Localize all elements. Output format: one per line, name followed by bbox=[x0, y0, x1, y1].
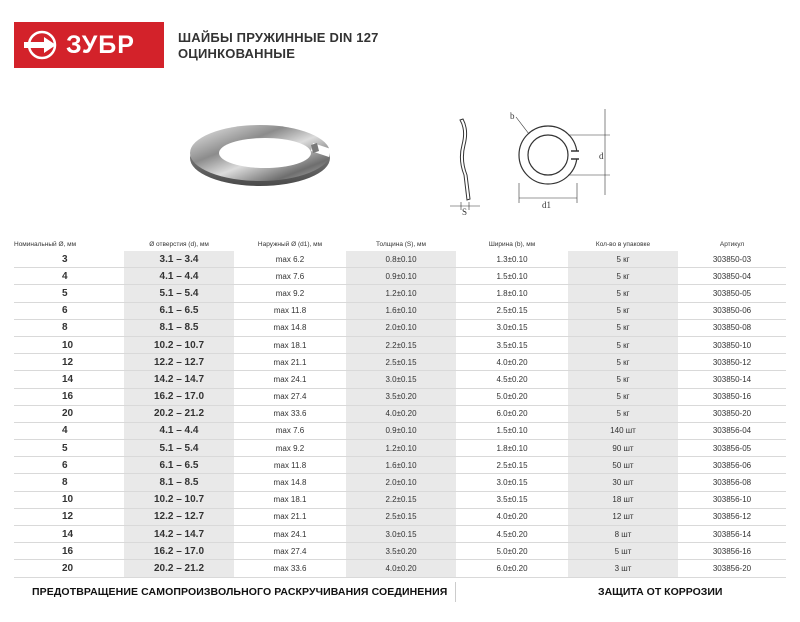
table-cell: 12.2 – 12.7 bbox=[124, 508, 234, 525]
brand-logo bbox=[14, 22, 164, 68]
table-cell: max 11.8 bbox=[234, 302, 346, 319]
table-cell: 4.5±0.20 bbox=[456, 526, 568, 543]
table-cell: 303856-04 bbox=[678, 422, 786, 439]
table-cell: 14.2 – 14.7 bbox=[124, 526, 234, 543]
table-cell: 1.5±0.10 bbox=[456, 422, 568, 439]
table-cell: 10 bbox=[14, 336, 124, 353]
table-cell: 1.6±0.10 bbox=[346, 457, 456, 474]
table-cell: 5.1 – 5.4 bbox=[124, 285, 234, 302]
table-cell: max 7.6 bbox=[234, 268, 346, 285]
table-cell: 2.5±0.15 bbox=[346, 508, 456, 525]
table-cell: 10.2 – 10.7 bbox=[124, 491, 234, 508]
table-cell: 5 кг bbox=[568, 319, 678, 336]
table-header-row bbox=[14, 237, 786, 251]
table-cell: 5 кг bbox=[568, 354, 678, 371]
col-article: Артикул bbox=[719, 240, 745, 248]
table-cell: 6.1 – 6.5 bbox=[124, 302, 234, 319]
table-cell: 5 кг bbox=[568, 371, 678, 388]
table-cell: 1.2±0.10 bbox=[346, 285, 456, 302]
table-cell: 303850-06 bbox=[678, 302, 786, 319]
table-cell: 12.2 – 12.7 bbox=[124, 354, 234, 371]
table-row bbox=[14, 526, 786, 543]
table-cell: 5 кг bbox=[568, 405, 678, 422]
table-cell: max 24.1 bbox=[234, 371, 346, 388]
table-row bbox=[14, 457, 786, 474]
table-cell: 4.1 – 4.4 bbox=[124, 268, 234, 285]
table-cell: 8 шт bbox=[568, 526, 678, 543]
table-cell: max 9.2 bbox=[234, 440, 346, 457]
table-cell: 4.0±0.20 bbox=[456, 508, 568, 525]
table-cell: 5 кг bbox=[568, 268, 678, 285]
table-cell: 303856-16 bbox=[678, 543, 786, 560]
table-row bbox=[14, 336, 786, 353]
table-cell: 2.5±0.15 bbox=[456, 302, 568, 319]
brand-name: ЗУБР bbox=[66, 31, 135, 59]
table-cell: 303850-10 bbox=[678, 336, 786, 353]
table-row bbox=[14, 560, 786, 577]
table-cell: max 33.6 bbox=[234, 560, 346, 577]
table-cell: 5.0±0.20 bbox=[456, 388, 568, 405]
table-cell: 4.0±0.20 bbox=[346, 405, 456, 422]
table-cell: 90 шт bbox=[568, 440, 678, 457]
table-cell: 5 кг bbox=[568, 285, 678, 302]
table-row bbox=[14, 371, 786, 388]
table-cell: 12 bbox=[14, 354, 124, 371]
table-cell: max 21.1 bbox=[234, 354, 346, 371]
table-cell: 4.1 – 4.4 bbox=[124, 422, 234, 439]
label-s: S bbox=[462, 207, 468, 215]
table-row bbox=[14, 543, 786, 560]
table-cell: 5 кг bbox=[568, 336, 678, 353]
spec-table bbox=[14, 237, 786, 578]
col-nominal: Номинальный Ø, мм bbox=[14, 240, 77, 248]
table-cell: 2.0±0.10 bbox=[346, 319, 456, 336]
table-cell: 4 bbox=[14, 268, 124, 285]
table-cell: max 7.6 bbox=[234, 422, 346, 439]
table-cell: 20 bbox=[14, 405, 124, 422]
table-cell: 3.5±0.15 bbox=[456, 336, 568, 353]
table-cell: 1.2±0.10 bbox=[346, 440, 456, 457]
table-cell: 20.2 – 21.2 bbox=[124, 560, 234, 577]
table-cell: 2.5±0.15 bbox=[456, 457, 568, 474]
table-cell: 3.0±0.15 bbox=[346, 526, 456, 543]
table-cell: max 18.1 bbox=[234, 336, 346, 353]
table-row bbox=[14, 251, 786, 268]
table-cell: 3 bbox=[14, 251, 124, 268]
table-cell: 2.2±0.15 bbox=[346, 336, 456, 353]
table-row bbox=[14, 491, 786, 508]
table-cell: 1.3±0.10 bbox=[456, 251, 568, 268]
table-cell: 16 bbox=[14, 388, 124, 405]
footer-feature-left: ПРЕДОТВРАЩЕНИЕ САМОПРОИЗВОЛЬНОГО РАСКРУЧИВАНИЯ СОЕДИНЕНИЯ bbox=[32, 586, 448, 598]
label-d1: d1 bbox=[542, 200, 551, 210]
table-row bbox=[14, 319, 786, 336]
table-row bbox=[14, 354, 786, 371]
table-cell: max 27.4 bbox=[234, 388, 346, 405]
table-cell: 303856-06 bbox=[678, 457, 786, 474]
title-line-1: ШАЙБЫ ПРУЖИННЫЕ DIN 127 bbox=[178, 30, 379, 45]
table-cell: 30 шт bbox=[568, 474, 678, 491]
table-cell: max 33.6 bbox=[234, 405, 346, 422]
footer-feature-right: ЗАЩИТА ОТ КОРРОЗИИ bbox=[598, 586, 723, 598]
title-line-2: ОЦИНКОВАННЫЕ bbox=[178, 46, 296, 61]
table-cell: 303850-14 bbox=[678, 371, 786, 388]
table-cell: 8 bbox=[14, 474, 124, 491]
table-cell: 1.6±0.10 bbox=[346, 302, 456, 319]
table-cell: 5 кг bbox=[568, 251, 678, 268]
table-cell: 5 bbox=[14, 285, 124, 302]
table-cell: 4.0±0.20 bbox=[456, 354, 568, 371]
table-cell: max 27.4 bbox=[234, 543, 346, 560]
table-cell: 2.0±0.10 bbox=[346, 474, 456, 491]
table-row bbox=[14, 508, 786, 525]
table-cell: 6 bbox=[14, 457, 124, 474]
col-width: Ширина (b), мм bbox=[488, 240, 536, 248]
table-cell: 8 bbox=[14, 319, 124, 336]
table-cell: max 14.8 bbox=[234, 474, 346, 491]
table-cell: 3.5±0.20 bbox=[346, 543, 456, 560]
table-cell: 6.0±0.20 bbox=[456, 405, 568, 422]
table-row bbox=[14, 474, 786, 491]
table-cell: 8.1 – 8.5 bbox=[124, 319, 234, 336]
table-cell: 16 bbox=[14, 543, 124, 560]
table-cell: 303850-03 bbox=[678, 251, 786, 268]
table-cell: 303856-10 bbox=[678, 491, 786, 508]
footer-divider bbox=[455, 582, 456, 602]
table-cell: 5 кг bbox=[568, 302, 678, 319]
table-cell: 3.0±0.15 bbox=[456, 474, 568, 491]
table-cell: 1.8±0.10 bbox=[456, 440, 568, 457]
table-cell: 10 bbox=[14, 491, 124, 508]
table-cell: 3.0±0.15 bbox=[346, 371, 456, 388]
table-cell: max 21.1 bbox=[234, 508, 346, 525]
label-d: d bbox=[599, 151, 604, 161]
table-cell: 5 шт bbox=[568, 543, 678, 560]
col-quantity: Кол-во в упаковке bbox=[595, 240, 651, 248]
table-cell: 303856-05 bbox=[678, 440, 786, 457]
table-cell: 303850-05 bbox=[678, 285, 786, 302]
table-cell: 14 bbox=[14, 371, 124, 388]
table-cell: 303856-14 bbox=[678, 526, 786, 543]
col-thickness: Толщина (S), мм bbox=[376, 240, 426, 248]
table-row bbox=[14, 405, 786, 422]
table-cell: 6.1 – 6.5 bbox=[124, 457, 234, 474]
table-row bbox=[14, 302, 786, 319]
table-cell: 303856-12 bbox=[678, 508, 786, 525]
table-cell: 3.0±0.15 bbox=[456, 319, 568, 336]
table-cell: 6 bbox=[14, 302, 124, 319]
table-cell: max 24.1 bbox=[234, 526, 346, 543]
washer-photo bbox=[185, 115, 340, 195]
table-cell: 3.5±0.15 bbox=[456, 491, 568, 508]
table-cell: 0.9±0.10 bbox=[346, 268, 456, 285]
table-cell: max 6.2 bbox=[234, 251, 346, 268]
table-cell: 4 bbox=[14, 422, 124, 439]
table-cell: 18 шт bbox=[568, 491, 678, 508]
table-cell: 4.5±0.20 bbox=[456, 371, 568, 388]
label-b: b bbox=[510, 111, 515, 121]
table-cell: 303850-12 bbox=[678, 354, 786, 371]
table-cell: 303850-04 bbox=[678, 268, 786, 285]
table-cell: 2.5±0.15 bbox=[346, 354, 456, 371]
table-cell: 5 bbox=[14, 440, 124, 457]
table-cell: 10.2 – 10.7 bbox=[124, 336, 234, 353]
table-cell: 50 шт bbox=[568, 457, 678, 474]
table-cell: 12 bbox=[14, 508, 124, 525]
col-hole: Ø отверстия (d), мм bbox=[149, 240, 209, 248]
table-row bbox=[14, 268, 786, 285]
table-cell: max 14.8 bbox=[234, 319, 346, 336]
table-cell: 0.9±0.10 bbox=[346, 422, 456, 439]
table-cell: 16.2 – 17.0 bbox=[124, 543, 234, 560]
table-cell: 1.8±0.10 bbox=[456, 285, 568, 302]
table-cell: 5.0±0.20 bbox=[456, 543, 568, 560]
table-cell: 16.2 – 17.0 bbox=[124, 388, 234, 405]
table-row bbox=[14, 285, 786, 302]
table-cell: 14 bbox=[14, 526, 124, 543]
table-cell: 20.2 – 21.2 bbox=[124, 405, 234, 422]
table-cell: 2.2±0.15 bbox=[346, 491, 456, 508]
table-cell: 303850-20 bbox=[678, 405, 786, 422]
table-cell: 4.0±0.20 bbox=[346, 560, 456, 577]
table-cell: 20 bbox=[14, 560, 124, 577]
table-cell: 5.1 – 5.4 bbox=[124, 440, 234, 457]
table-cell: 303856-20 bbox=[678, 560, 786, 577]
table-cell: max 9.2 bbox=[234, 285, 346, 302]
table-row bbox=[14, 440, 786, 457]
table-cell: 5 кг bbox=[568, 388, 678, 405]
table-cell: 0.8±0.10 bbox=[346, 251, 456, 268]
table-row bbox=[14, 388, 786, 405]
table-cell: 8.1 – 8.5 bbox=[124, 474, 234, 491]
page-title bbox=[178, 30, 379, 62]
table-cell: 3 шт bbox=[568, 560, 678, 577]
table-cell: 303856-08 bbox=[678, 474, 786, 491]
table-cell: 1.5±0.10 bbox=[456, 268, 568, 285]
table-cell: 14.2 – 14.7 bbox=[124, 371, 234, 388]
table-cell: 12 шт bbox=[568, 508, 678, 525]
table-cell: 303850-16 bbox=[678, 388, 786, 405]
table-cell: 6.0±0.20 bbox=[456, 560, 568, 577]
table-cell: max 18.1 bbox=[234, 491, 346, 508]
washer-diagram bbox=[440, 105, 620, 215]
col-outer: Наружный Ø (d1), мм bbox=[257, 240, 323, 248]
table-cell: 140 шт bbox=[568, 422, 678, 439]
table-cell: 303850-08 bbox=[678, 319, 786, 336]
table-cell: max 11.8 bbox=[234, 457, 346, 474]
table-row bbox=[14, 422, 786, 439]
table-cell: 3.1 – 3.4 bbox=[124, 251, 234, 268]
table-cell: 3.5±0.20 bbox=[346, 388, 456, 405]
